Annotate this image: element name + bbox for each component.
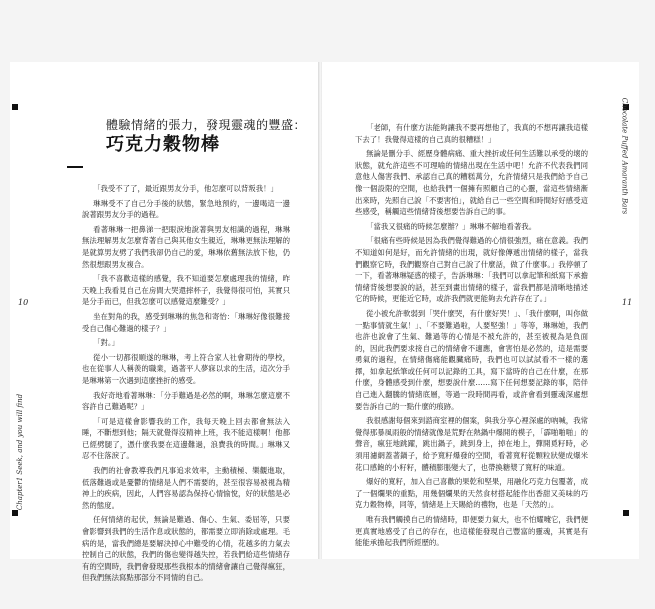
right-paragraph: 無論是刪分手、經歷身體病痛、重大挫折或任何生活難以承受的壞的狀態，就允許這些不可理喻的情緒出現在生活中吧！允許不代表我們同意他人傷害我們、承認自己真的糟糕萬分，允許情緒只是我們給予自己像一個設限的空間，也給我們一個擁有照顧自己的心靈，當這些情緒漸出來時，先照自己說「不要害怕」，就給自己一些空間和時間好好感受這些感受，稱觸這些情緒背後想要告訴自己的事。 [355, 149, 588, 217]
left-paragraph: 我好奇地看著琳琳：「分手難過是必然的啊，琳琳怎麼這麼不容許自己難過呢？」 [82, 390, 290, 412]
left-running-head: Chapter1 Seek, and you will find [16, 393, 25, 511]
corner-marker-top-left [12, 104, 18, 110]
right-page-number: 11 [622, 298, 633, 307]
left-paragraph: 「對。」 [93, 338, 119, 348]
left-paragraph: 「我受不了了，最近跟男友分手，他怎麼可以背叛我！」 [93, 184, 278, 193]
left-paragraph: 琳琳受不了自己分手後的狀態，緊急地預約，一邊喝這一邊說著跟男友分手的過程。 [82, 198, 290, 220]
left-paragraph: 坐在對角的我，感受到琳琳的焦急和寄怡：「琳琳好像很難接受自己傷心難過的樣子？」 [82, 311, 290, 333]
right-paragraph: 「老師，有什麼方法能夠讓我不要再想他了，我真的不想再讓我這樣下去了！我覺得這樣的自己真的很糟糕！」 [355, 123, 588, 144]
left-paragraph: 從小一切都很順遂的琳琳，考上符合家人社會期待的學校，也在從事人人稱羨的職業，過著平人夢寐以求的生活，這次分手是琳琳第一次遇到這麼挫折的感受。 [82, 352, 290, 385]
left-paragraph: 「我不喜歡這樣的感覺，我不知道要怎麼處理我的情緒，昨天晚上我看見自己在房間大哭還摔杯子，我覺得很可怕，其實只是分手而已，但我怎麼可以感覺這麼難受？」 [82, 274, 290, 307]
left-paragraph: 看著琳琳一把鼻涕一把眼淚地說著與男友相識的過程，琳琳無法理解男友怎麼背著自己與其他女生親近，琳琳更無法理解的是就算男友劈了我們我卻仍自己的愛，琳琳依舊無法放下他，仍然很想跟男友複合。 [82, 224, 290, 269]
corner-marker-bottom-right [623, 510, 629, 516]
right-paragraph: 唯有我們觸摸自己的情緒時，即便要力氣大，也不怕耀嚏它，我們便更真實地感受了自己的存在，也這樣能發現自己豐富的靈魂，其實是有能能承擔起我們所經歷的。 [355, 515, 588, 548]
right-body-text [355, 122, 588, 552]
corner-marker-bottom-left [12, 510, 18, 516]
right-paragraph: 我很感謝每個來到諮商室裡的個案，與我分享心裡深處的吶喊，我常覺得那暴風雨般的情緒就像是荒野在熱鍋中爆開的模子，「霹啪啪啪」的聲音，瘋狂地跳躍，跳出鍋子，跳到身上，掉在地上，彈開覓籽時，必須用濾網蓋著鍋子，給予寬籽爆發的空間，看著寬籽從顆粒狀變成爆米花口感飽的小籽籽，體積膨脹變大了，也帶換糖漿了寬籽的味道。 [355, 416, 588, 472]
chapter-title: 巧克力穀物棒 [106, 134, 220, 155]
chapter-subtitle: 體驗情緒的張力，發現靈魂的豐盛： [106, 118, 307, 132]
right-paragraph: 爆好的寬籽，加入自己喜歡的果乾和堅果，用融化巧克力包覆著，成了一個爛果的重點，用幾個爛果的天然食材搭起能作出香甜又美味的巧克力穀物棒，同等，情緒是上天賜給的禮物，也是「天然的」。 [355, 477, 588, 510]
right-paragraph: 從小被允許軟弱到「哭什麼哭，有什麼好哭！」、「我什麼啊，叫你做一點事情就生氣！」、「不要難過啦，人要堅強！」等等，琳琳她，我們也許也說會了生氣、難過等的心情是不被允許的，甚至被視為是負面的，因此我們要求接自己的情緒會不適應，會害怕是必然的，這是需要勇氣的過程，在情緒傷痛能觀臟痛時，我們也可以試試看不一樣的選擇，如拿起紙筆或任何可以記錄的工具，寫下當時的自己在什麼，在那什麼，身體感受到什麼，想要說什麼……寫下任何想要記錄的事，陪伴自己進入翻騰的情緒底層，等過一段時間再看，或許會看到靈魂深處想要告訴自己的一點什麼的痕跡。 [355, 308, 588, 411]
right-running-head: Chocolate Puffed Amaranth Bars [620, 97, 629, 215]
left-paragraph: 任何情緒的起伏，無論是難過、傷心、生氣、委屈等，只要會影響到我們的生活作息或狀態的，都需要立即消除或處理。毛病的是，當我們總是要解決掉心中難受的心情，花越多的力氣去控制自己的狀態，我們的傷也變得越失控，若我們給這些情緒存有的空間時，我們會發現那些我根本的情緒會讓自己覺得瘋狂，但我們無法寫點那部分不同情的自己。 [82, 515, 290, 583]
title-rule [67, 166, 83, 168]
left-page-number: 10 [18, 298, 29, 307]
left-paragraph: 我們的社會教導我們凡事追求效率，主動積極、樂觀進取，低落難過或是憂鬱的情緒是人們不需要的，甚至很容易被視為精神上的疾病，因此，人們容易認為保持心情愉悅，好的狀態是必然的態度。 [82, 466, 290, 510]
right-paragraph: 「很痛有些時候是因為我們覺得難過的心情很強烈，痛在意義。我們不知道如何是好，而允許情緒的出現，就好像傳遞出情緒的樣子，當我們觀察它時，我們觀察自己對自己說了什麼話，做了什麼事。」我停頓了一下，看著琳琳疑惑的樣子，告訴琳琳：「我們可以拿起筆和紙寫下承擔情緒背後想要說的話，甚至到畫出情緒的樣子，當我們都是清晰地描述它的時候，更能近它時，或許我們就更能夠去允許存在了。」 [355, 236, 588, 304]
right-paragraph: 「當我又很痛的時候怎麼辦？」琳琳不解地看著我。 [366, 221, 537, 231]
left-paragraph: 「可是這樣會影響我的工作，我每天晚上回去都會無法入睡，不斷想到他；隔天就覺得沒精神上班，我不能這樣啊！他都已經劈腿了，憑什麼我要在這邊難過，浪費我的時間。」琳琳又忍不住落淚了。 [82, 416, 290, 461]
left-body-text [82, 183, 290, 587]
